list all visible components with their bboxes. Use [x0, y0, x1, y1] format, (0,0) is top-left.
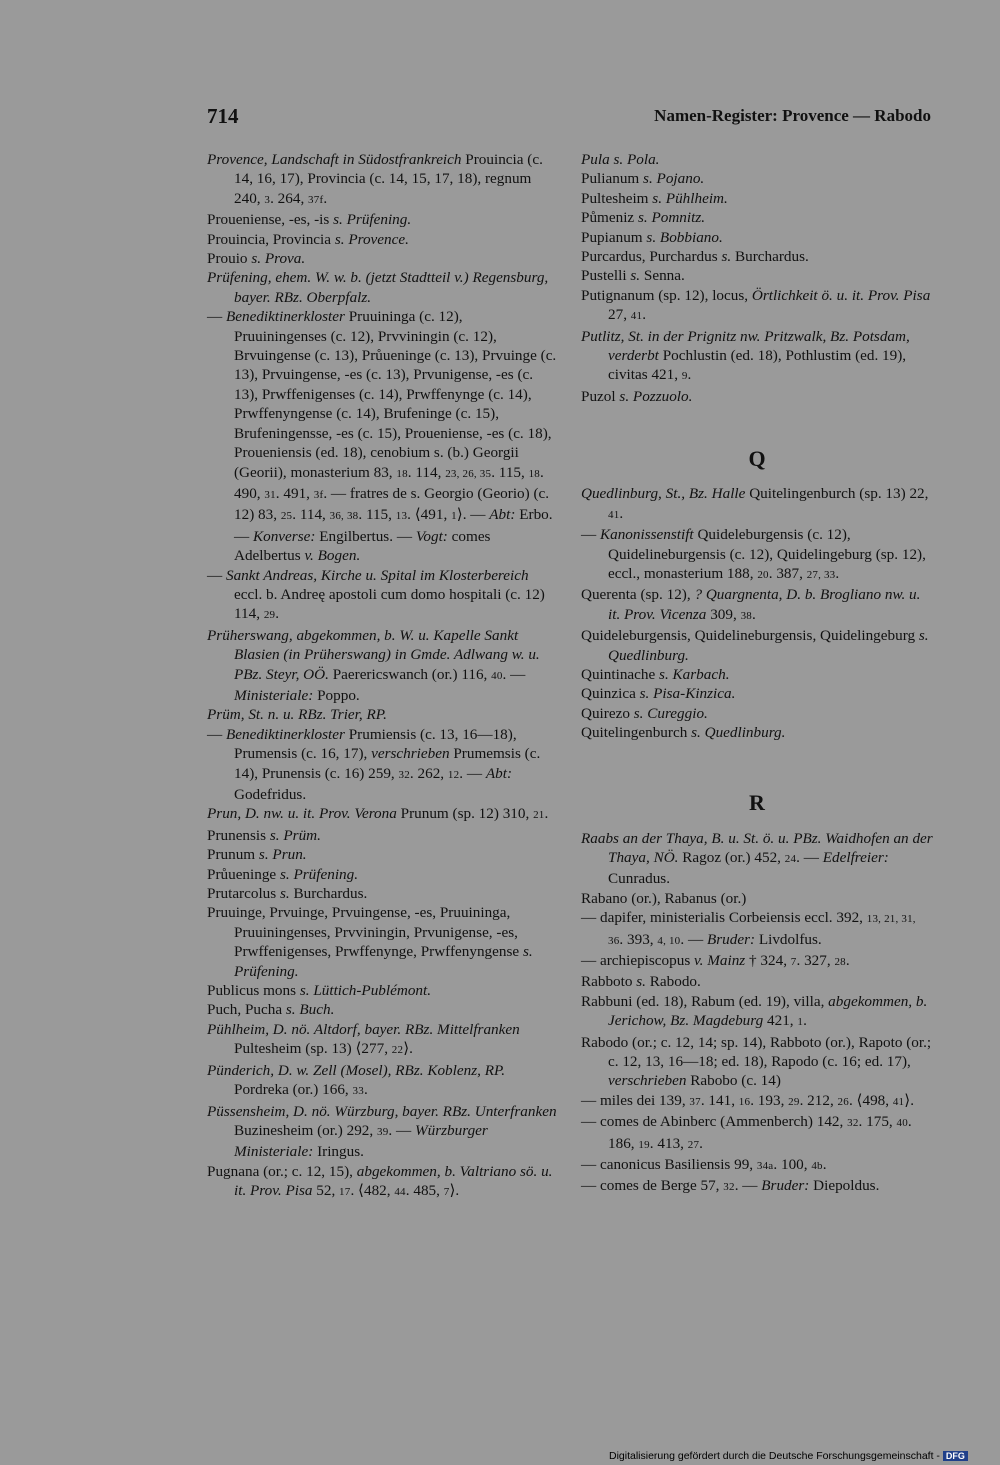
index-entry: Rabodo (or.; c. 12, 14; sp. 14), Rabboto (or.), Rapoto (or.; c. 12, 13, 16—18; ed. 18), Rapodo (c. 16; ed. 17), verschrieben Rabobo (c. 14): [581, 1033, 932, 1090]
index-entry: Prutarcolus s. Burchardus.: [207, 885, 368, 903]
index-entry: Prunum s. Prun.: [207, 846, 307, 864]
index-entry: Průueninge s. Prüfening.: [207, 865, 359, 883]
left-column: [207, 150, 559, 1203]
index-entry: Prouincia, Provincia s. Provence.: [207, 230, 409, 248]
index-entry: Pugnana (or.; c. 12, 15), abgekommen, b. Valtriano sö. u. it. Prov. Pisa 52, 17. ⟨482, 44. 485, 7⟩.: [207, 1162, 553, 1200]
index-subentry: — Benediktinerkloster Prumiensis (c. 13, 16—18), Prumensis (c. 16, 17), verschrieben Prumemsis (c. 14), Prunensis (c. 16) 259, 32. 262, 12. — Abt: Godefridus.: [207, 725, 541, 803]
index-entry: Raabs an der Thaya, B. u. St. ö. u. PBz. Waidhofen an der Thaya, NÖ. Ragoz (or.) 452, 24. — Edelfreier: Cunradus.: [581, 829, 933, 888]
index-subentry: — miles dei 139, 37. 141, 16. 193, 29. 212, 26. ⟨498, 41⟩.: [581, 1091, 914, 1109]
index-entry: Quirezo s. Cureggio.: [581, 704, 708, 722]
index-entry: Rabano (or.), Rabanus (or.): [581, 889, 747, 907]
index-entry: Prüfening, ehem. W. w. b. (jetzt Stadtteil v.) Regensburg, bayer. RBz. Oberpfalz.: [207, 269, 549, 306]
index-subentry: — comes de Berge 57, 32. — Bruder: Diepoldus.: [581, 1177, 880, 1195]
footer-text: Digitalisierung gefördert durch die Deutsche Forschungsgemeinschaft -: [609, 1450, 940, 1462]
section-letter-q: Q: [748, 446, 766, 472]
index-entry: Pultesheim s. Pühlheim.: [581, 189, 728, 207]
index-entry: Purcardus, Purchardus s. Burchardus.: [581, 248, 809, 266]
index-subentry: — Kanonissenstift Quideleburgensis (c. 12), Quidelineburgensis (c. 12), Quidelingeburg (sp. 12), eccl., monasterium 188, 20. 387, 27, 33.: [581, 526, 926, 582]
index-entry: Rabbuni (ed. 18), Rabum (ed. 19), villa, abgekommen, b. Jerichow, Bz. Magdeburg 421, 1.: [581, 992, 928, 1030]
index-subentry: — canonicus Basiliensis 99, 34a. 100, 4b.: [581, 1156, 827, 1174]
index-entry: Pula s. Pola.: [581, 151, 660, 168]
index-entry: Pustelli s. Senna.: [581, 267, 685, 285]
index-entry: Quedlinburg, St., Bz. Halle Quitelingenburch (sp. 13) 22, 41.: [581, 485, 929, 522]
index-subentry: — dapifer, ministerialis Corbeiensis eccl. 392, 13, 21, 31, 36. 393, 4, 10. — Bruder: Livdolfus.: [581, 909, 916, 948]
index-entry: Prüm, St. n. u. RBz. Trier, RP.: [207, 706, 387, 724]
section-q: [581, 484, 933, 742]
page-header: [207, 104, 931, 134]
index-entry: Quideleburgensis, Quidelineburgensis, Quidelingeburg s. Quedlinburg.: [581, 627, 929, 664]
index-entry: Quinzica s. Pisa-Kinzica.: [581, 685, 736, 703]
index-entry: Proueniense, -es, -is s. Prüfening.: [207, 211, 412, 229]
dfg-footer: [609, 1450, 968, 1462]
index-entry: Puch, Pucha s. Buch.: [207, 1001, 335, 1019]
index-entry: Provence, Landschaft in Südostfrankreich Prouincia (c. 14, 16, 17), Provincia (c. 14, 15, 17, 18), regnum 240, 3. 264, 37f.: [207, 151, 543, 207]
section-r: [581, 829, 933, 1198]
section-p-continued: [581, 150, 933, 406]
index-entry: Prun, D. nw. u. it. Prov. Verona Prunum (sp. 12) 310, 21.: [207, 805, 549, 823]
right-column: [581, 150, 933, 1198]
index-entry: Quintinache s. Karbach.: [581, 665, 730, 683]
index-entry: Půmeniz s. Pomnitz.: [581, 209, 706, 227]
index-entry: Pünderich, D. w. Zell (Mosel), RBz. Koblenz, RP. Pordreka (or.) 166, 33.: [207, 1061, 506, 1099]
index-entry: Querenta (sp. 12), ? Quargnenta, D. b. Brogliano nw. u. it. Prov. Vicenza 309, 38.: [581, 586, 921, 623]
index-subentry: — archiepiscopus v. Mainz † 324, 7. 327, 28.: [581, 952, 850, 969]
page-number: 714: [207, 104, 239, 128]
index-entry: Pulianum s. Pojano.: [581, 170, 705, 188]
index-subentry: — Benediktinerkloster Pruuininga (c. 12), Pruuiningenses (c. 12), Prvviningin (c. 12), Brvuingense (c. 13), Průueninge (c. 13), Prvuinge (c. 13), Prvuingense, -es (c. 13), Prvunigense, -es (c. 13), Prwffenigenses (c. 14), Prwffenynge (c. 14), Prwffenyngense (c. 14), Brufeninge (c. 15), Brufeningensse, -es (c. 15), Proueniense, -es (c. 18), Proueniensis (ed. 18), cenobium s. (b.) Georgii (Georii), monasterium 83, 18. 114, 23, 26, 35. 115, 18. 490, 31. 491, 3f. — fratres de s. Georgio (Georio) (c. 12) 83, 25. 114, 36, 38. 115, 13. ⟨491, 1⟩. — Abt: Erbo. — Konverse: Engilbertus. — Vogt: comes Adelbertus v. Bogen.: [207, 308, 557, 565]
index-entry: Rabboto s. Rabodo.: [581, 973, 701, 991]
index-entry: Pühlheim, D. nö. Altdorf, bayer. RBz. Mittelfranken Pultesheim (sp. 13) ⟨277, 22⟩.: [207, 1020, 520, 1058]
index-entry: Pupianum s. Bobbiano.: [581, 228, 723, 246]
index-entry: Prüherswang, abgekommen, b. W. u. Kapelle Sankt Blasien (in Prüherswang) in Gmde. Adlwang w. u. PBz. Steyr, OÖ. Paerericswanch (or.) 116, 40. — Ministeriale: Poppo.: [207, 626, 540, 704]
index-subentry: — comes de Abinberc (Ammenberch) 142, 32. 175, 40. 186, 19. 413, 27.: [581, 1113, 912, 1152]
index-subentry: — Sankt Andreas, Kirche u. Spital im Klosterbereich eccl. b. Andreę apostoli cum domo hospitali (c. 12) 114, 29.: [207, 566, 545, 623]
index-entry: Quitelingenburch s. Quedlinburg.: [581, 724, 786, 742]
index-entry: Prouio s. Prova.: [207, 250, 306, 268]
index-entry: Prunensis s. Prüm.: [207, 826, 321, 844]
index-entry: Pruuinge, Prvuinge, Prvuingense, -es, Pruuininga, Pruuiningenses, Prvviningin, Prvunigense, -es, Prwffenigenses, Prwffenynge, Prwffenyngense s. Prüfening.: [207, 904, 533, 980]
index-entry: Puzol s. Pozzuolo.: [581, 387, 693, 405]
index-entry: Püssensheim, D. nö. Würzburg, bayer. RBz. Unterfranken Buzinesheim (or.) 292, 39. — Würzburger Ministeriale: Iringus.: [207, 1102, 557, 1161]
running-title: Namen-Register: Provence — Rabodo: [654, 106, 931, 125]
section-letter-r: R: [749, 789, 765, 815]
index-entry: Putlitz, St. in der Prignitz nw. Pritzwalk, Bz. Potsdam, verderbt Pochlustin (ed. 18), Pothlustim (ed. 19), civitas 421, 9.: [581, 327, 910, 384]
index-entry: Publicus mons s. Lüttich-Publémont.: [207, 982, 432, 1000]
index-entry: Putignanum (sp. 12), locus, Örtlichkeit ö. u. it. Prov. Pisa 27, 41.: [581, 286, 931, 324]
dfg-logo: DFG: [943, 1451, 968, 1461]
